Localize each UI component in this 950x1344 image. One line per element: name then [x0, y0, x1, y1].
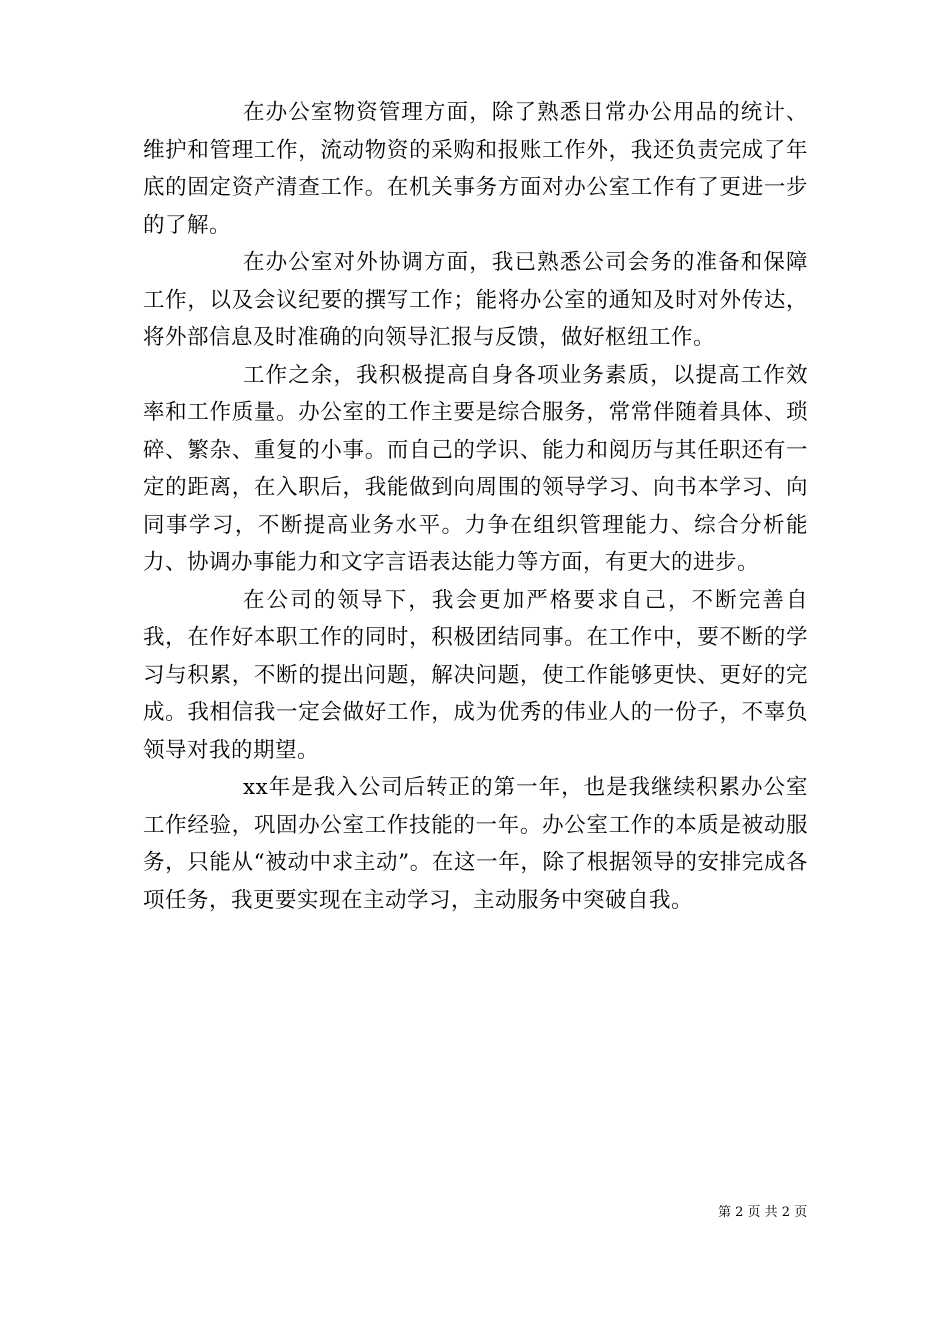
paragraph-4: 在公司的领导下，我会更加严格要求自己，不断完善自我，在作好本职工作的同时，积极团结同事。在工作中，要不断的学习与积累，不断的提出问题，解决问题，使工作能够更快、更好的完成。我相信我一定会做好工作，成为优秀的伟业人的一份子，不辜负领导对我的期望。 — [143, 587, 808, 763]
paragraph-5: xx年是我入公司后转正的第一年，也是我继续积累办公室工作经验，巩固办公室工作技能的一年。办公室工作的本质是被动服务，只能从“被动中求主动”。在这一年，除了根据领导的安排完成各项任务，我更要实现在主动学习，主动服务中突破自我。 — [143, 775, 808, 913]
paragraph-3: 工作之余，我积极提高自身各项业务素质，以提高工作效率和工作质量。办公室的工作主要是综合服务，常常伴随着具体、琐碎、繁杂、重复的小事。而自己的学识、能力和阅历与其任职还有一定的距离，在入职后，我能做到向周围的领导学习、向书本学习、向同事学习，不断提高业务水平。力争在组织管理能力、综合分析能力、协调办事能力和文字言语表达能力等方面，有更大的进步。 — [143, 362, 808, 575]
paragraph-2: 在办公室对外协调方面，我已熟悉公司会务的准备和保障工作，以及会议纪要的撰写工作；能将办公室的通知及时对外传达，将外部信息及时准确的向领导汇报与反馈，做好枢纽工作。 — [143, 250, 808, 350]
page-number-footer: 第 2 页 共 2 页 — [718, 1205, 808, 1220]
body-text — [143, 94, 808, 919]
paragraph-1: 在办公室物资管理方面，除了熟悉日常办公用品的统计、维护和管理工作，流动物资的采购和报账工作外，我还负责完成了年底的固定资产清查工作。在机关事务方面对办公室工作有了更进一步的了解。 — [143, 100, 808, 238]
